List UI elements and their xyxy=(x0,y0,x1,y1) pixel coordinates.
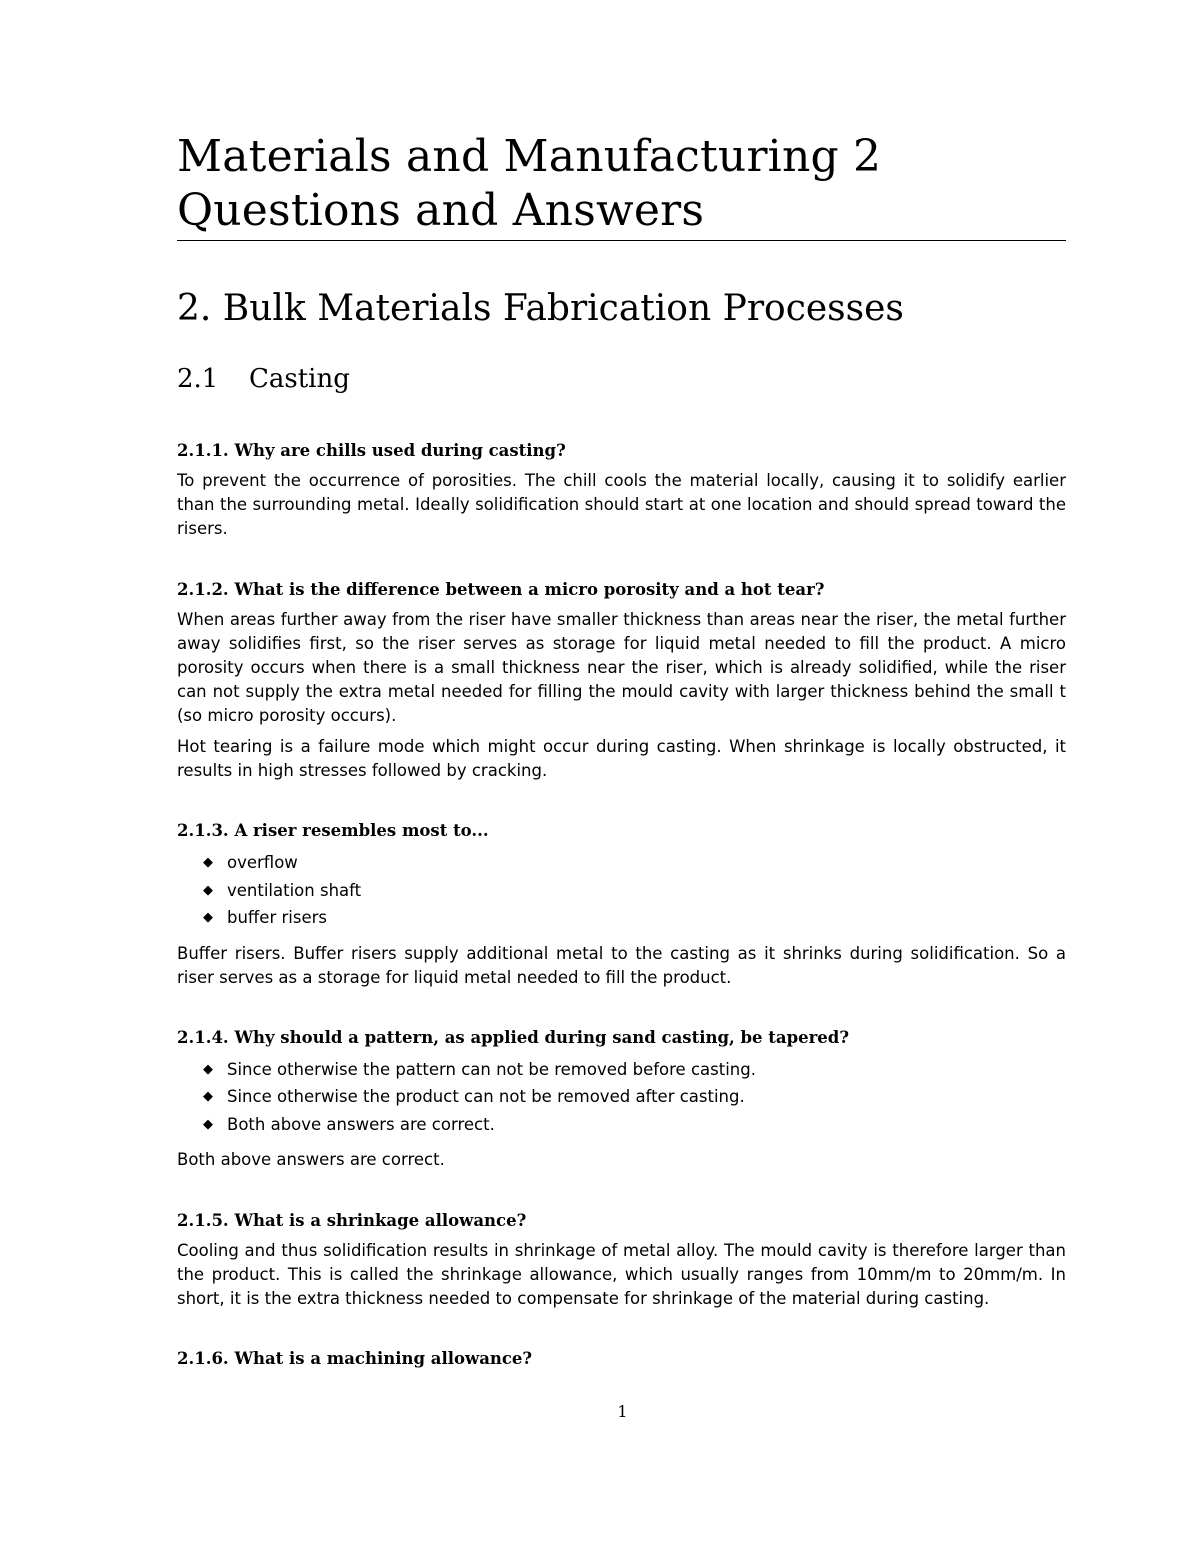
section-name: Casting xyxy=(249,364,350,394)
option-text: Since otherwise the product can not be removed after casting. xyxy=(227,1087,745,1107)
diamond-bullet-icon: ◆ xyxy=(203,1089,213,1105)
answer-paragraph: Both above answers are correct. xyxy=(177,1150,445,1170)
diamond-bullet-icon: ◆ xyxy=(203,1116,213,1132)
question-number: 2.1.6. xyxy=(177,1349,229,1369)
question-number: 2.1.3. xyxy=(177,821,229,841)
question-text: What is a machining allowance? xyxy=(234,1349,533,1369)
diamond-bullet-icon: ◆ xyxy=(203,855,213,871)
diamond-bullet-icon: ◆ xyxy=(203,910,213,926)
question-heading xyxy=(177,1209,1066,1233)
question-text: Why are chills used during casting? xyxy=(234,441,566,460)
page-content xyxy=(177,130,1066,1377)
title-rule xyxy=(177,240,1066,241)
question-heading xyxy=(177,819,1066,843)
question-heading xyxy=(177,1347,1066,1371)
section-title xyxy=(177,363,1066,395)
chapter-title: 2. Bulk Materials Fabrication Processes xyxy=(177,288,904,329)
question-text: What is a shrinkage allowance? xyxy=(234,1210,527,1230)
answer-paragraph: Hot tearing is a failure mode which might occur during casting. When shrinkage is locally obstructed, it results in high stresses followed by cracking. xyxy=(177,736,1066,780)
question-number: 2.1.5. xyxy=(177,1210,229,1230)
option-text: ventilation shaft xyxy=(227,880,362,900)
page-number: 1 xyxy=(617,1402,628,1421)
section-number: 2.1 xyxy=(177,364,219,394)
option-text: buffer risers xyxy=(227,908,327,928)
question-number: 2.1.4. xyxy=(177,1027,229,1047)
option-list xyxy=(177,1056,1066,1139)
diamond-bullet-icon: ◆ xyxy=(203,882,213,898)
option-text: Both above answers are correct. xyxy=(227,1114,495,1134)
list-item xyxy=(203,877,1066,905)
question-heading xyxy=(177,578,1066,602)
title-line-2: Questions and Answers xyxy=(177,185,705,236)
question-number: 2.1.2. xyxy=(177,579,229,599)
answer-paragraph: Cooling and thus solidification results in shrinkage of metal alloy. The mould cavity is therefore larger than the product. This is called the shrinkage allowance, which usually ranges from 10mm/m to 20mm/m. In short, it is the extra thickness needed to compensate for shrinkage of the material during casting. xyxy=(177,1240,1066,1309)
list-item xyxy=(203,1111,1066,1139)
list-item xyxy=(203,849,1066,877)
document-title xyxy=(177,130,1066,238)
list-item xyxy=(203,904,1066,932)
option-text: overflow xyxy=(227,853,298,873)
question-number: 2.1.1. xyxy=(177,441,229,460)
option-text: Since otherwise the pattern can not be removed before casting. xyxy=(227,1059,756,1079)
question-heading xyxy=(177,1026,1066,1050)
title-line-1: Materials and Manufacturing 2 xyxy=(177,131,882,182)
question-text: What is the difference between a micro porosity and a hot tear? xyxy=(234,579,825,599)
list-item xyxy=(203,1056,1066,1084)
question-heading xyxy=(177,439,1066,463)
question-text: Why should a pattern, as applied during sand casting, be tapered? xyxy=(234,1027,850,1047)
answer-paragraph: When areas further away from the riser have smaller thickness than areas near the riser, the metal further away solidifies first, so the riser serves as storage for liquid metal needed to fill the product. A micro porosity occurs when there is a small thickness near the riser, which is already solidified, while the riser can not supply the extra metal needed for filling the mould cavity with larger thickness behind the small t (so micro porosity occurs). xyxy=(177,609,1066,726)
list-item xyxy=(203,1083,1066,1111)
option-list xyxy=(177,849,1066,932)
diamond-bullet-icon: ◆ xyxy=(203,1061,213,1077)
answer-paragraph: Buffer risers. Buffer risers supply additional metal to the casting as it shrinks during solidification. So a riser serves as a storage for liquid metal needed to fill the product. xyxy=(177,943,1066,987)
question-text: A riser resembles most to... xyxy=(234,821,489,841)
answer-paragraph: To prevent the occurrence of porosities. The chill cools the material locally, causing it to solidify earlier than the surrounding metal. Ideally solidification should start at one location and should spread toward the risers. xyxy=(177,471,1066,539)
